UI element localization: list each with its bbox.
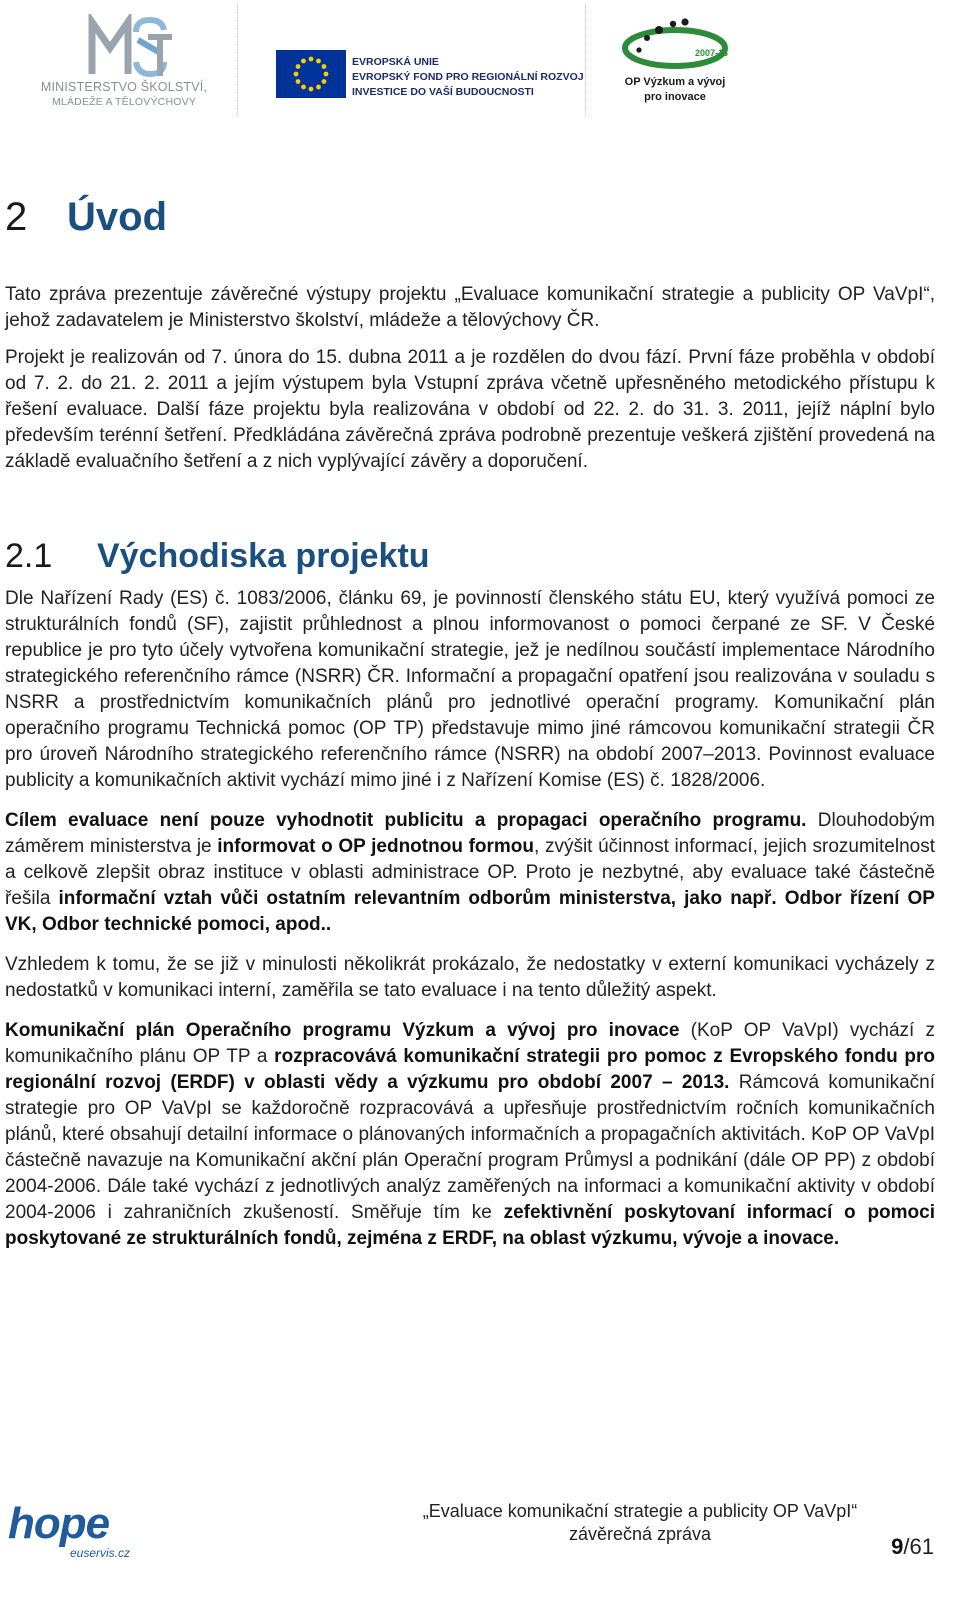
body-p4-text-2: Rámcová komunikační strategie pro OP VaVpI se každoročně rozpracovává a upřesňuje prostřednictvím ročních komunikačních plánů, které obsahují detailní informace o plánovaných informačních a propagačních aktivitách. KoP OP VaVpI částečně navazuje na Komunikační akční plán Operační program Průmysl a podnikání (dále OP PP) z období 2004-2006. Dále také vychází z jednotlivých analýz zaměřených na informaci a komunikační aktivity v období 2004-2006 i zahraničních zkušeností. Směřuje tím ke — [5, 1071, 936, 1223]
msmt-emblem-icon — [86, 14, 176, 78]
hope-logo — [8, 1500, 158, 1562]
footer-document-title — [400, 1500, 880, 1546]
op-logo-years: 2007-13 — [695, 48, 729, 58]
body-p2-bold-2: informovat o OP jednotnou formou — [217, 835, 535, 857]
section-heading — [5, 195, 935, 240]
msmt-logo-line2: MLÁDEŽE A TĚLOVÝCHOVY — [51, 96, 197, 108]
footer-line-2: závěrečná zpráva — [568, 1524, 712, 1544]
body-p2-text-1: Dlouhodobým záměrem ministerstva je — [5, 809, 935, 857]
eu-logo-line1: EVROPSKÁ UNIE — [352, 56, 439, 68]
page-current: 9 — [891, 1534, 904, 1559]
body-p2-bold-1: Cílem evaluace není pouze vyhodnotit publicitu a propagaci operačního programu. — [5, 809, 807, 831]
op-vavpi-logo — [615, 16, 735, 108]
hope-logo-sub: euservis.cz — [70, 1546, 131, 1560]
body-paragraph-2 — [5, 808, 935, 938]
footer-line-1: „Evaluace komunikační strategie a publicity OP VaVpI“ — [422, 1501, 858, 1521]
msmt-logo — [38, 14, 210, 106]
body-p4-bold-1: Komunikační plán Operačního programu Výzkum a vývoj pro inovace — [5, 1019, 680, 1041]
body-p4-text-1: (KoP OP VaVpI) vychází z komunikačního plánu OP TP a — [5, 1019, 935, 1067]
op-logo-line1: OP Výzkum a vývoj — [624, 76, 726, 88]
subsection-heading — [5, 537, 935, 576]
page-header — [0, 0, 960, 125]
document-body — [5, 195, 935, 1263]
section-number: 2 — [5, 195, 28, 239]
page-total: /61 — [903, 1534, 934, 1559]
body-paragraph-1: Dle Nařízení Rady (ES) č. 1083/2006, článku 69, je povinností členského státu EU, který využívá pomoci ze strukturálních fondů (SF), zajistit průhlednost a plnou informovanost o pomoci čerpané ze SF. V České republice je pro tyto účely vytvořena komunikační strategie, jež je nedílnou součástí implementace Národního strategického referenčního rámce (NSRR) ČR. Informační a propagační opatření jsou realizována v souladu s NSRR a prostřednictvím komunikačních plánů pro jednotlivé operační programy. Komunikační plán operačního programu Technická pomoc (OP TP) představuje mimo jiné rámcovou komunikační strategii ČR pro úroveň Národního strategického referenčního rámce (NSRR) na období 2007–2013. Povinnost evaluace publicity a komunikačních aktivit vychází mimo jiné i z Nařízení Komise (ES) č. 1828/2006. — [5, 587, 935, 791]
op-swoosh-icon — [619, 16, 731, 76]
header-divider — [585, 4, 587, 116]
body-paragraph-4 — [5, 1018, 935, 1252]
eu-logo-line3: INVESTICE DO VAŠÍ BUDOUCNOSTI — [352, 86, 534, 98]
body-p2-bold-3: informační vztah vůči ostatním relevantním odborům ministerstva, jako např. Odbor řízení OP VK, Odbor technické pomoci, apod.. — [5, 887, 935, 935]
intro-paragraph-1: Tato zpráva prezentuje závěrečné výstupy projektu „Evaluace komunikační strategie a publicity OP VaVpI“, jehož zadavatelem je Ministerstvo školství, mládeže a tělovýchovy ČR. — [5, 283, 935, 331]
msmt-logo-line1: MINISTERSTVO ŠKOLSTVÍ, — [40, 80, 208, 94]
section-title: Úvod — [67, 195, 167, 239]
page-number — [891, 1534, 934, 1560]
subsection-title: Východiska projektu — [97, 536, 430, 575]
hope-logo-word: hope — [8, 1499, 110, 1548]
body-p4-bold-3: zefektivnění poskytovaní informací o pomoci poskytované ze strukturálních fondů, zejména z ERDF, na oblast výzkumu, vývoje a inovace. — [5, 1201, 935, 1249]
eu-flag-icon — [276, 50, 346, 98]
header-divider — [237, 4, 239, 116]
intro-paragraph-2: Projekt je realizován od 7. února do 15. dubna 2011 a je rozdělen do dvou fází. První fáze proběhla v období od 7. 2. do 21. 2. 2011 a jejím výstupem byla Vstupní zpráva včetně upřesněného metodického přístupu k řešení evaluace. Další fáze projektu byla realizována v období od 22. 2. do 31. 3. 2011, jejíž náplní bylo především terénní šetření. Předkládána závěrečná zpráva podrobně prezentuje veškerá zjištění provedená na základě evaluačního šetření a z nich vyplývající závěry a doporučení. — [5, 346, 935, 472]
op-logo-line2: pro inovace — [644, 91, 706, 103]
page-footer — [0, 1490, 960, 1605]
body-p2-text-2: , zvýšit účinnost informací, jejich srozumitelnost a celkově zlepšit obraz instituce v oblasti administrace OP. Proto je nezbytné, aby evaluace také částečně řešila — [5, 835, 936, 909]
body-p4-bold-2: rozpracovává komunikační strategii pro pomoc z Evropského fondu pro regionální rozvoj (ERDF) v oblasti vědy a výzkumu pro období 2007 – 2013. — [5, 1045, 936, 1093]
eu-logo — [276, 50, 584, 104]
body-paragraph-3: Vzhledem k tomu, že se již v minulosti několikrát prokázalo, že nedostatky v externí komunikaci vycházely z nedostatků v komunikaci interní, zaměřila se tato evaluace i na tento důležitý aspekt. — [5, 953, 935, 1001]
subsection-number: 2.1 — [5, 536, 53, 575]
eu-logo-line2: EVROPSKÝ FOND PRO REGIONÁLNÍ ROZVOJ — [352, 71, 584, 83]
